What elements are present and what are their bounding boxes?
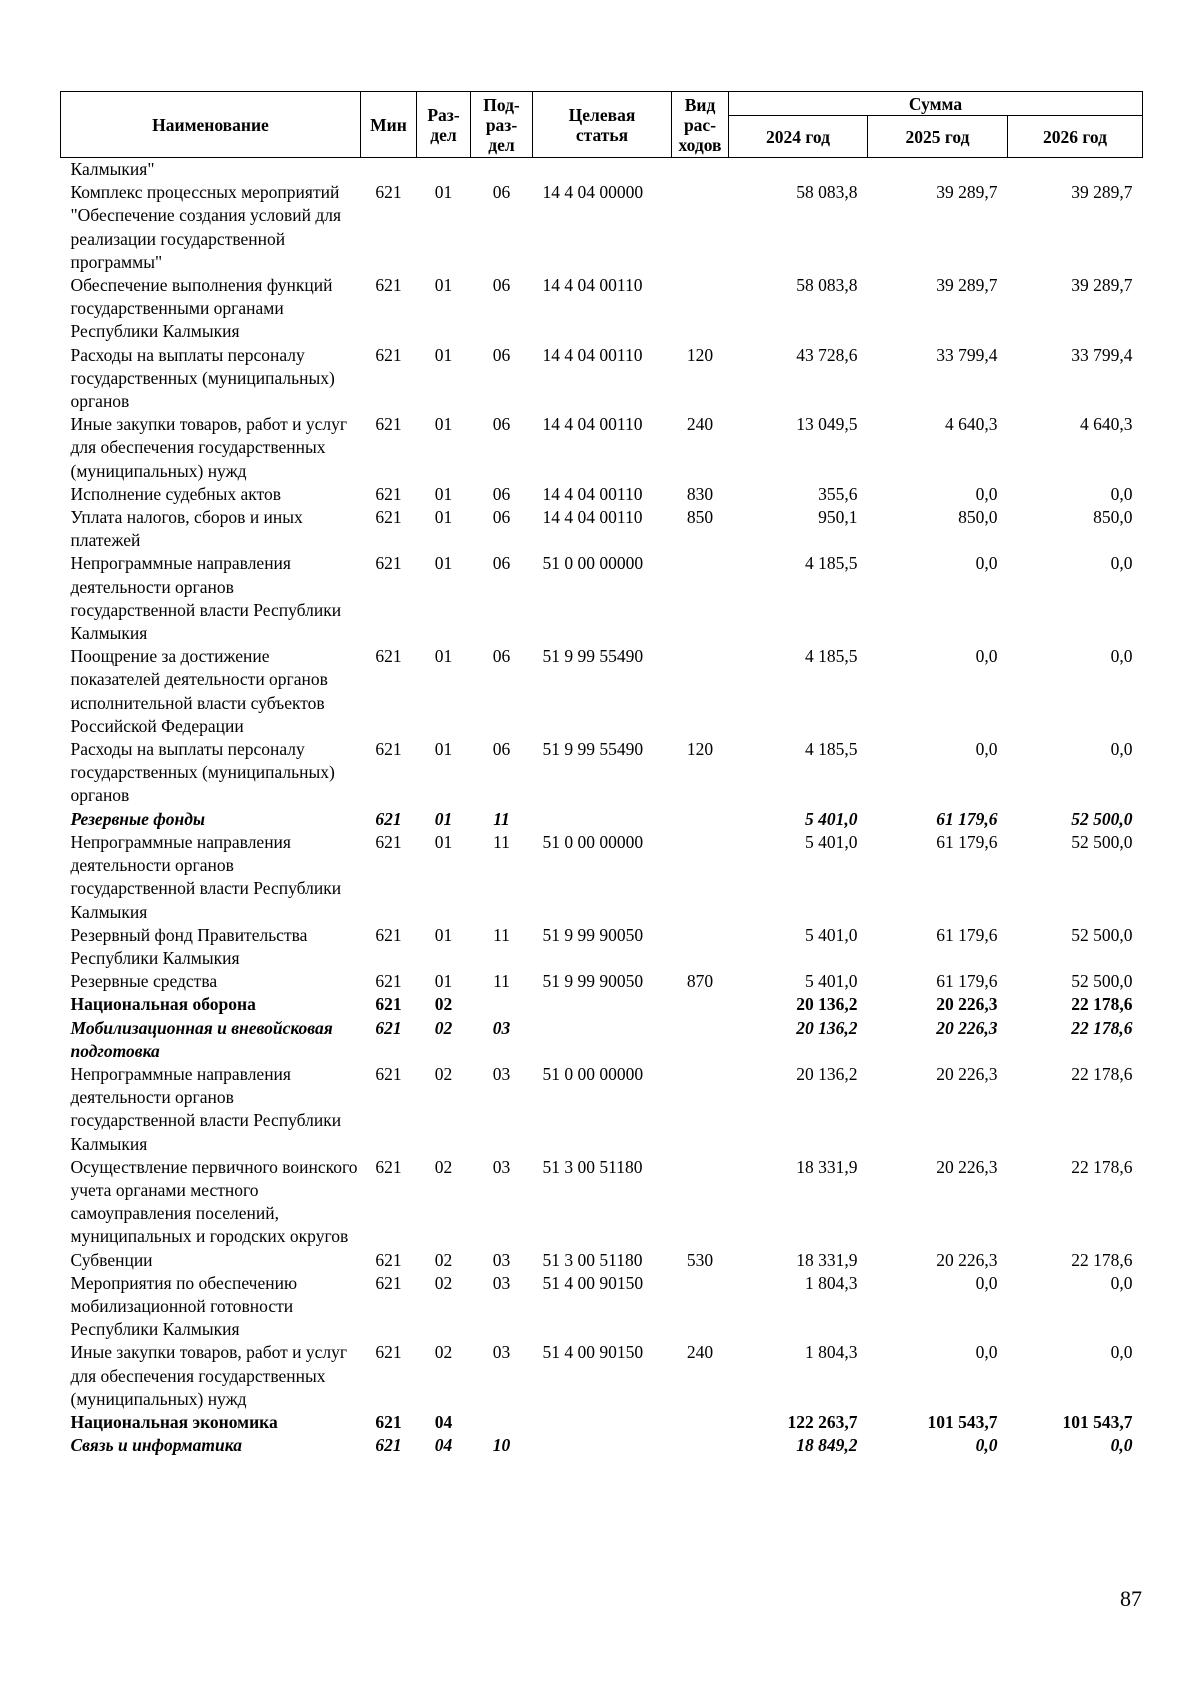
row-2026-cell: 0,0 <box>1110 1435 1133 1456</box>
row-2025-cell: 61 179,6 <box>936 831 998 852</box>
table-row <box>61 1156 1143 1249</box>
row-2025-cell: 33 799,4 <box>936 344 998 365</box>
table-row <box>61 1063 1143 1156</box>
header-min: Мин <box>361 92 417 158</box>
row-podrazdel-cell: 06 <box>492 344 511 365</box>
row-vid-cell <box>672 924 729 970</box>
row-razdel-cell: 01 <box>434 553 453 574</box>
row-name-cell: Непрограммные направления деятельности органов государственной власти Республики Калмыкия <box>70 1063 342 1154</box>
row-2025-cell: 0,0 <box>975 1272 998 1293</box>
row-name-cell: Уплата налогов, сборов и иных платежей <box>70 507 303 551</box>
row-target-cell <box>533 1017 672 1063</box>
row-2025-cell: 61 179,6 <box>936 924 998 945</box>
table-row <box>61 738 1143 808</box>
row-2026-cell: 52 500,0 <box>1071 924 1133 945</box>
row-2026-cell <box>1008 158 1143 182</box>
row-min-cell: 621 <box>375 971 402 992</box>
row-target-cell <box>533 993 672 1016</box>
header-2026: 2026 год <box>1008 116 1143 158</box>
row-min-cell: 621 <box>375 344 402 365</box>
row-razdel-cell: 02 <box>434 994 453 1015</box>
table-body <box>61 158 1143 1458</box>
row-2026-cell: 39 289,7 <box>1071 182 1133 203</box>
table-row <box>61 645 1143 738</box>
table-row <box>61 993 1143 1016</box>
row-razdel-cell: 04 <box>434 1435 453 1456</box>
row-podrazdel-cell: 03 <box>492 1017 511 1038</box>
row-2025-cell: 101 543,7 <box>927 1411 998 1432</box>
header-vid <box>672 92 729 158</box>
row-2025-cell: 39 289,7 <box>936 275 998 296</box>
row-2024-cell: 58 083,8 <box>796 182 858 203</box>
row-name-cell: Резервный фонд Правительства Республики Калмыкия <box>70 924 308 968</box>
row-target-cell: 51 0 00 00000 <box>542 1063 644 1084</box>
row-2025-cell: 0,0 <box>975 483 998 504</box>
row-razdel-cell: 01 <box>434 739 453 760</box>
row-2024-cell: 43 728,6 <box>796 344 858 365</box>
row-name-cell: Исполнение судебных актов <box>70 483 282 504</box>
row-target-cell <box>533 1411 672 1434</box>
row-min-cell: 621 <box>375 414 402 435</box>
row-2026-cell: 22 178,6 <box>1071 1063 1133 1084</box>
header-2024: 2024 год <box>729 116 868 158</box>
row-target-cell: 14 4 04 00110 <box>542 507 643 528</box>
row-vid-cell <box>672 158 729 182</box>
row-2024-cell: 122 263,7 <box>787 1411 858 1432</box>
row-podrazdel-cell: 06 <box>492 414 511 435</box>
table-row <box>61 924 1143 970</box>
row-vid-cell <box>672 1272 729 1342</box>
row-min-cell: 621 <box>375 1342 402 1363</box>
table-row <box>61 1272 1143 1342</box>
row-razdel-cell: 01 <box>434 483 453 504</box>
row-min-cell: 621 <box>375 1017 402 1038</box>
row-2026-cell: 52 500,0 <box>1071 831 1133 852</box>
budget-table-page <box>60 91 1142 1457</box>
row-2024-cell: 20 136,2 <box>796 994 858 1015</box>
row-2025-cell: 850,0 <box>958 507 998 528</box>
row-2025-cell: 20 226,3 <box>936 1156 998 1177</box>
row-2024-cell <box>729 158 868 182</box>
row-name-cell: Иные закупки товаров, работ и услуг для обеспечения государственных (муниципальных) нужд <box>70 414 348 481</box>
row-2025-cell: 4 640,3 <box>945 414 998 435</box>
row-name-cell: Непрограммные направления деятельности органов государственной власти Республики Калмыкия <box>70 831 342 922</box>
row-podrazdel-cell: 03 <box>492 1063 511 1084</box>
header-vid-line2: рас- <box>683 114 717 135</box>
row-2026-cell: 22 178,6 <box>1071 1249 1133 1270</box>
row-target-cell: 51 3 00 51180 <box>542 1156 643 1177</box>
row-min-cell: 621 <box>375 994 402 1015</box>
row-min-cell: 621 <box>375 1249 402 1270</box>
row-vid-cell <box>672 1017 729 1063</box>
row-vid-cell: 530 <box>686 1249 714 1270</box>
row-vid-cell: 120 <box>686 344 714 365</box>
header-vid-line1: Вид <box>684 94 716 115</box>
header-razdel-line1: Раз- <box>427 104 460 125</box>
row-name-cell: Калмыкия" <box>70 159 155 179</box>
row-vid-cell: 830 <box>686 483 714 504</box>
row-2025-cell: 0,0 <box>975 739 998 760</box>
row-vid-cell <box>672 552 729 645</box>
row-2025-cell: 0,0 <box>975 553 998 574</box>
row-2024-cell: 1 804,3 <box>805 1272 858 1293</box>
row-name-cell: Национальная оборона <box>70 994 256 1015</box>
row-vid-cell <box>672 1156 729 1249</box>
header-vid-line3: ходов <box>678 134 722 155</box>
row-name-cell: Мобилизационная и вневойсковая подготовка <box>70 1017 333 1061</box>
table-row <box>61 552 1143 645</box>
table-row <box>61 506 1143 552</box>
header-name: Наименование <box>61 92 361 158</box>
row-target-cell: 51 4 00 90150 <box>542 1272 644 1293</box>
row-2025-cell <box>868 158 1008 182</box>
row-target-cell: 51 0 00 00000 <box>542 553 644 574</box>
row-2026-cell: 52 500,0 <box>1071 808 1133 829</box>
row-2026-cell: 22 178,6 <box>1071 1156 1133 1177</box>
row-target-cell: 14 4 04 00110 <box>542 483 643 504</box>
row-razdel-cell: 02 <box>434 1272 453 1293</box>
row-2026-cell: 0,0 <box>1110 483 1133 504</box>
row-target-cell: 51 9 99 90050 <box>542 924 644 945</box>
row-podrazdel-cell: 06 <box>492 739 511 760</box>
table-row <box>61 483 1143 506</box>
row-2024-cell: 20 136,2 <box>796 1017 858 1038</box>
row-2025-cell: 20 226,3 <box>936 1249 998 1270</box>
table-row <box>61 1341 1143 1411</box>
row-name-cell: Иные закупки товаров, работ и услуг для обеспечения государственных (муниципальных) нужд <box>70 1342 348 1409</box>
row-vid-cell <box>672 1411 729 1434</box>
row-podrazdel-cell: 06 <box>492 275 511 296</box>
header-target-line2: статья <box>575 124 629 145</box>
row-min-cell: 621 <box>375 646 402 667</box>
row-razdel-cell: 01 <box>434 182 453 203</box>
row-name-cell: Резервные средства <box>70 971 218 992</box>
row-vid-cell <box>672 1063 729 1156</box>
row-podrazdel-cell: 03 <box>492 1272 511 1293</box>
row-2025-cell: 0,0 <box>975 1342 998 1363</box>
row-target-cell <box>533 158 672 182</box>
row-name-cell: Национальная экономика <box>70 1411 278 1432</box>
row-min-cell: 621 <box>375 808 402 829</box>
row-min-cell: 621 <box>375 1272 402 1293</box>
row-2024-cell: 4 185,5 <box>805 739 858 760</box>
row-vid-cell <box>672 993 729 1016</box>
row-min-cell: 621 <box>375 1063 402 1084</box>
table-row <box>61 1434 1143 1457</box>
row-podrazdel-cell <box>471 993 533 1016</box>
row-min-cell: 621 <box>375 831 402 852</box>
row-name-cell: Комплекс процессных мероприятий "Обеспечение создания условий для реализации государственной программы" <box>70 182 342 272</box>
row-razdel-cell: 01 <box>434 831 453 852</box>
row-2026-cell: 4 640,3 <box>1080 414 1133 435</box>
row-2024-cell: 1 804,3 <box>805 1342 858 1363</box>
row-razdel-cell: 01 <box>434 414 453 435</box>
row-min-cell: 621 <box>375 1435 402 1456</box>
table-row <box>61 181 1143 274</box>
header-2025: 2025 год <box>868 116 1008 158</box>
row-name-cell: Мероприятия по обеспечению мобилизационной готовности Республики Калмыкия <box>70 1272 298 1340</box>
table-row <box>61 1017 1143 1063</box>
row-target-cell: 14 4 04 00110 <box>542 414 643 435</box>
header-podrazdel-line3: дел <box>488 134 515 155</box>
row-name-cell: Расходы на выплаты персоналу государственных (муниципальных) органов <box>70 344 335 412</box>
row-podrazdel-cell: 06 <box>492 483 511 504</box>
row-target-cell: 51 9 99 90050 <box>542 971 644 992</box>
row-podrazdel-cell: 06 <box>492 646 511 667</box>
row-min-cell: 621 <box>375 1411 402 1432</box>
row-2026-cell: 0,0 <box>1110 553 1133 574</box>
row-razdel-cell: 01 <box>434 808 453 829</box>
row-razdel-cell: 02 <box>434 1249 453 1270</box>
row-target-cell <box>533 808 672 831</box>
row-2025-cell: 61 179,6 <box>936 808 998 829</box>
row-min-cell: 621 <box>375 275 402 296</box>
row-razdel-cell: 04 <box>434 1411 453 1432</box>
header-razdel-line2: дел <box>430 124 457 145</box>
table-row <box>61 970 1143 993</box>
row-podrazdel-cell: 06 <box>492 553 511 574</box>
row-podrazdel-cell: 03 <box>492 1156 511 1177</box>
row-podrazdel-cell: 03 <box>492 1249 511 1270</box>
header-target <box>533 92 672 158</box>
row-2026-cell: 52 500,0 <box>1071 971 1133 992</box>
row-2024-cell: 18 849,2 <box>796 1435 858 1456</box>
row-target-cell: 51 9 99 55490 <box>542 739 644 760</box>
row-min-cell: 621 <box>375 553 402 574</box>
row-razdel-cell: 01 <box>434 646 453 667</box>
row-min-cell: 621 <box>375 182 402 203</box>
table-row <box>61 158 1143 182</box>
row-2026-cell: 0,0 <box>1110 1272 1133 1293</box>
row-razdel-cell: 02 <box>434 1063 453 1084</box>
page-number: 87 <box>1120 1586 1142 1611</box>
row-target-cell: 51 3 00 51180 <box>542 1249 643 1270</box>
row-2025-cell: 0,0 <box>975 646 998 667</box>
row-2024-cell: 13 049,5 <box>796 414 858 435</box>
header-target-line1: Целевая <box>568 104 636 125</box>
budget-table <box>60 91 1143 1457</box>
row-podrazdel-cell <box>471 158 533 182</box>
row-min-cell: 621 <box>375 1156 402 1177</box>
row-2025-cell: 61 179,6 <box>936 971 998 992</box>
row-2026-cell: 22 178,6 <box>1071 994 1133 1015</box>
row-2026-cell: 33 799,4 <box>1071 344 1133 365</box>
row-2024-cell: 5 401,0 <box>805 808 858 829</box>
row-target-cell: 51 9 99 55490 <box>542 646 644 667</box>
row-2024-cell: 5 401,0 <box>805 924 858 945</box>
row-2026-cell: 101 543,7 <box>1062 1411 1133 1432</box>
row-2024-cell: 4 185,5 <box>805 553 858 574</box>
row-name-cell: Осуществление первичного воинского учета органами местного самоуправления поселений, муниципальных и городских округов <box>70 1156 358 1247</box>
row-2024-cell: 950,1 <box>818 507 858 528</box>
table-row <box>61 1249 1143 1272</box>
row-2024-cell: 5 401,0 <box>805 971 858 992</box>
row-vid-cell <box>672 645 729 738</box>
row-podrazdel-cell: 11 <box>493 924 510 945</box>
table-row <box>61 1411 1143 1434</box>
row-vid-cell: 240 <box>686 1342 714 1363</box>
row-target-cell: 14 4 04 00000 <box>542 182 644 203</box>
row-2025-cell: 20 226,3 <box>936 1063 998 1084</box>
table-row <box>61 274 1143 344</box>
row-name-cell: Расходы на выплаты персоналу государственных (муниципальных) органов <box>70 739 335 806</box>
header-podrazdel-line1: Под- <box>483 94 520 115</box>
row-vid-cell <box>672 1434 729 1457</box>
row-razdel-cell: 01 <box>434 924 453 945</box>
row-target-cell <box>533 1434 672 1457</box>
row-podrazdel-cell <box>471 1411 533 1434</box>
row-name-cell: Резервные фонды <box>70 808 206 829</box>
row-name-cell: Обеспечение выполнения функций государственными органами Республики Калмыкия <box>70 275 333 342</box>
row-min-cell <box>361 158 417 182</box>
row-target-cell: 14 4 04 00110 <box>542 344 643 365</box>
row-razdel-cell: 02 <box>434 1342 453 1363</box>
row-razdel-cell <box>417 158 471 182</box>
row-vid-cell: 240 <box>686 414 714 435</box>
row-razdel-cell: 01 <box>434 275 453 296</box>
table-header <box>61 92 1143 158</box>
row-2025-cell: 39 289,7 <box>936 182 998 203</box>
row-name-cell: Субвенции <box>70 1249 153 1270</box>
row-podrazdel-cell: 11 <box>493 831 510 852</box>
row-podrazdel-cell: 06 <box>492 182 511 203</box>
row-2025-cell: 20 226,3 <box>936 994 998 1015</box>
row-name-cell: Непрограммные направления деятельности органов государственной власти Республики Калмыкия <box>70 553 342 644</box>
row-vid-cell: 870 <box>686 971 714 992</box>
header-podrazdel <box>471 92 533 158</box>
row-2026-cell: 39 289,7 <box>1071 275 1133 296</box>
row-vid-cell <box>672 808 729 831</box>
row-podrazdel-cell: 11 <box>493 971 510 992</box>
row-2024-cell: 18 331,9 <box>796 1156 858 1177</box>
row-name-cell: Связь и информатика <box>70 1435 242 1456</box>
row-razdel-cell: 02 <box>434 1156 453 1177</box>
row-2026-cell: 850,0 <box>1093 507 1133 528</box>
row-2024-cell: 4 185,5 <box>805 646 858 667</box>
row-2026-cell: 0,0 <box>1110 646 1133 667</box>
header-sum: Сумма <box>729 92 1143 116</box>
row-2025-cell: 20 226,3 <box>936 1017 998 1038</box>
row-2024-cell: 355,6 <box>818 483 858 504</box>
row-min-cell: 621 <box>375 483 402 504</box>
row-vid-cell <box>672 181 729 274</box>
table-row <box>61 808 1143 831</box>
header-razdel <box>417 92 471 158</box>
row-vid-cell: 120 <box>686 739 714 760</box>
row-2026-cell: 0,0 <box>1110 1342 1133 1363</box>
row-2026-cell: 22 178,6 <box>1071 1017 1133 1038</box>
row-target-cell: 51 4 00 90150 <box>542 1342 644 1363</box>
row-podrazdel-cell: 10 <box>492 1435 511 1456</box>
row-razdel-cell: 02 <box>434 1017 453 1038</box>
row-2026-cell: 0,0 <box>1110 739 1133 760</box>
row-2025-cell: 0,0 <box>975 1435 998 1456</box>
row-vid-cell <box>672 274 729 344</box>
row-min-cell: 621 <box>375 507 402 528</box>
table-row <box>61 831 1143 924</box>
row-2024-cell: 58 083,8 <box>796 275 858 296</box>
header-podrazdel-line2: раз- <box>485 114 518 135</box>
row-podrazdel-cell: 03 <box>492 1342 511 1363</box>
row-name-cell: Поощрение за достижение показателей деятельности органов исполнительной власти субъектов Российской Федерации <box>70 646 328 736</box>
row-2024-cell: 20 136,2 <box>796 1063 858 1084</box>
table-row <box>61 344 1143 414</box>
row-razdel-cell: 01 <box>434 507 453 528</box>
row-2024-cell: 18 331,9 <box>796 1249 858 1270</box>
row-target-cell: 51 0 00 00000 <box>542 831 644 852</box>
row-podrazdel-cell: 11 <box>493 808 510 829</box>
row-vid-cell <box>672 831 729 924</box>
row-target-cell: 14 4 04 00110 <box>542 275 643 296</box>
row-podrazdel-cell: 06 <box>492 507 511 528</box>
table-row <box>61 413 1143 483</box>
row-razdel-cell: 01 <box>434 971 453 992</box>
row-2024-cell: 5 401,0 <box>805 831 858 852</box>
row-min-cell: 621 <box>375 924 402 945</box>
row-vid-cell: 850 <box>686 507 714 528</box>
row-min-cell: 621 <box>375 739 402 760</box>
row-razdel-cell: 01 <box>434 344 453 365</box>
